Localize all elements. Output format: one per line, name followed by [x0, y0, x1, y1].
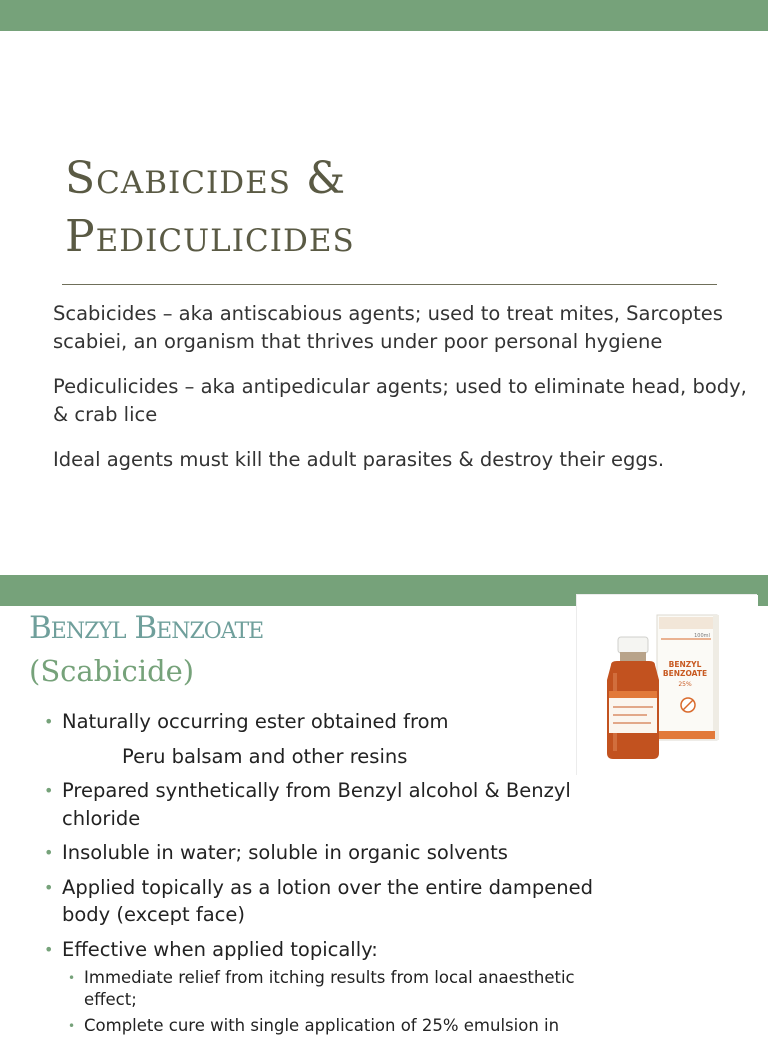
slide1-title-line1: Scabicides &	[65, 153, 347, 204]
slide1-title	[65, 150, 705, 266]
sub-list-item: • Complete cure with single application of 25% emulsion in	[62, 1015, 604, 1037]
box-label-line1: BENZYL	[668, 660, 702, 669]
paragraph-scabicides: Scabicides – aka antiscabious agents; used to treat mites, Sarcoptes scabiei, an organism that thrives under poor personal hygiene	[53, 302, 723, 353]
title-divider	[62, 284, 717, 285]
benzyl-benzoate-product-image	[577, 595, 758, 776]
sub-list	[62, 967, 604, 1037]
benzyl-benzoate-facts	[44, 708, 604, 1044]
list-item: • Applied topically as a lotion over the entire dampened body (except face)	[44, 874, 604, 929]
sub-list-item: • Immediate relief from itching results from local anaesthetic effect;	[62, 967, 604, 1011]
list-item: • Prepared synthetically from Benzyl alcohol & Benzyl chloride	[44, 777, 604, 832]
slide1-title-line2: Pediculicides	[65, 211, 355, 262]
box-label-line2: BENZOATE	[662, 669, 708, 678]
list-item	[44, 708, 604, 770]
top-accent-bar	[0, 0, 768, 31]
slide2-title: Benzyl Benzoate	[29, 610, 264, 646]
paragraph-pediculicides: Pediculicides – aka antipedicular agents; used to eliminate head, body, & crab lice	[53, 375, 747, 426]
bullet-text: Naturally occurring ester obtained from	[62, 710, 449, 733]
slide1-body	[53, 300, 753, 492]
bullet-continuation: Peru balsam and other resins	[122, 744, 408, 768]
box-size: 100ml	[694, 633, 710, 639]
list-item	[44, 936, 604, 1038]
paragraph-ideal-agents: Ideal agents must kill the adult parasites & destroy their eggs.	[53, 448, 665, 471]
list-item: • Insoluble in water; soluble in organic solvents	[44, 839, 604, 867]
slide2-subtitle: (Scabicide)	[29, 654, 195, 688]
bullet-text: Effective when applied topically:	[62, 937, 378, 961]
box-percent: 25%	[678, 681, 692, 688]
